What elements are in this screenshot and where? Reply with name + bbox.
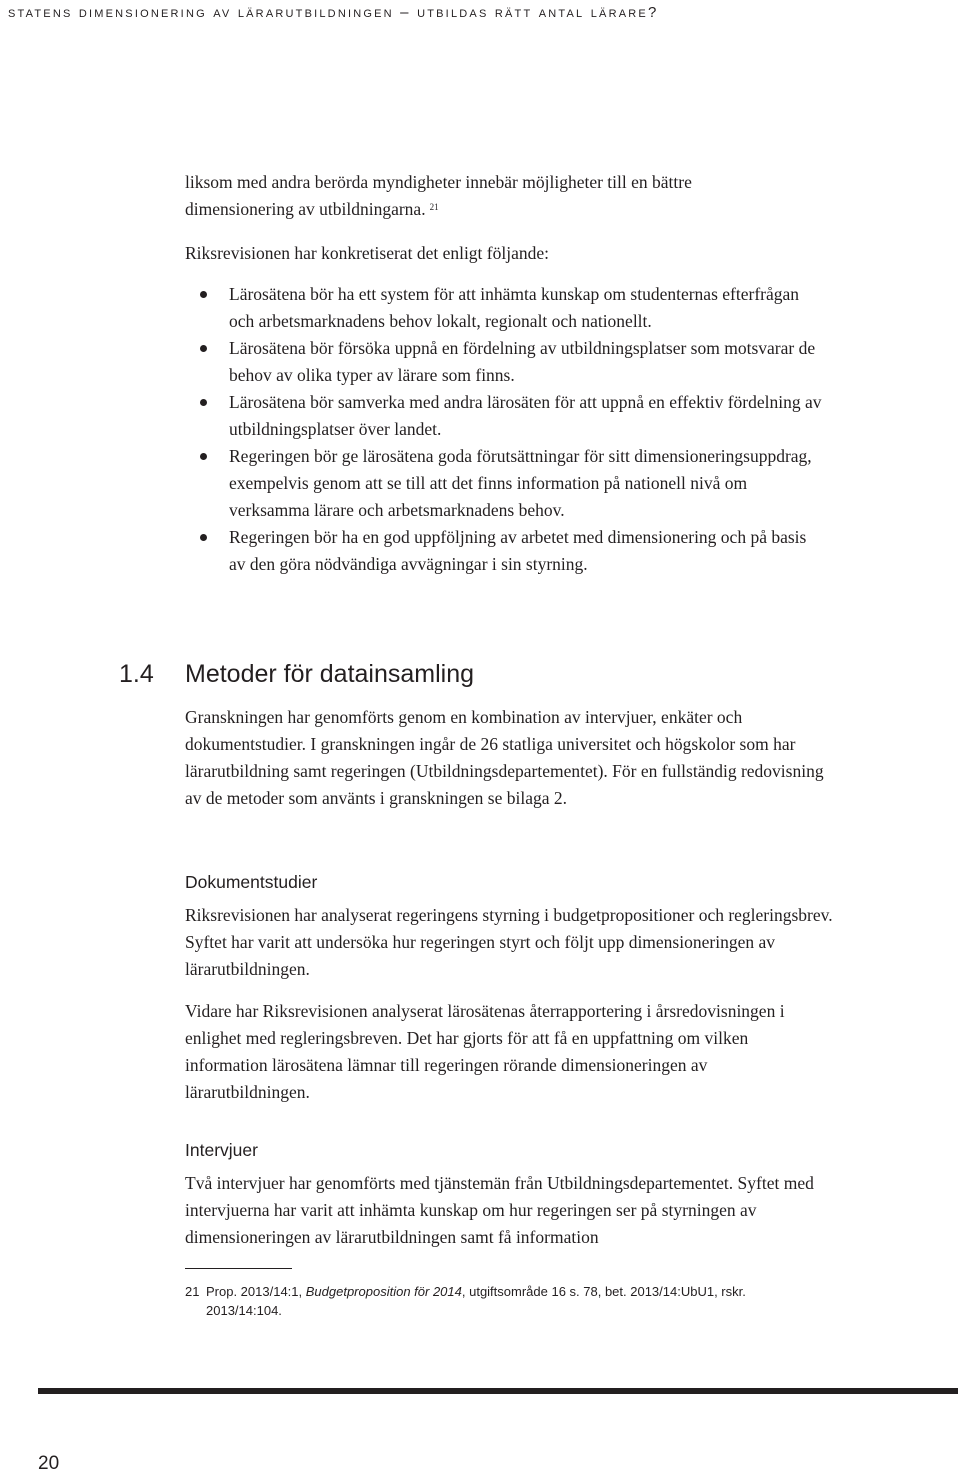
list-item-text: Lärosätena bör ha ett system för att inhämta kunskap om studenternas efterfrågan och arbetsmarknadens behov lokalt, regionalt och nationellt. bbox=[229, 284, 800, 331]
footnote-text bbox=[206, 1282, 805, 1320]
footnote-title: Budgetproposition för 2014 bbox=[305, 1284, 462, 1299]
page-number: 20 bbox=[38, 1453, 60, 1474]
list-item bbox=[185, 443, 825, 524]
intervjuer-text: Två intervjuer har genomförts med tjänstemän från Utbildningsdepartementet. Syftet med intervjuerna har varit att inhämta kunskap om hur regeringen ser på styrningen av dimensioneringen av lärarutbildningen samt få information bbox=[185, 1173, 814, 1247]
list-item bbox=[185, 281, 825, 335]
intervjuer-heading: Intervjuer bbox=[185, 1140, 258, 1160]
intro-line-1: liksom med andra berörda myndigheter innebär möjligheter till en bättre bbox=[185, 172, 692, 192]
dokumentstudier-heading: Dokumentstudier bbox=[185, 872, 318, 892]
bullet-list bbox=[185, 281, 825, 578]
footnote-text-end: , utgiftsområde 16 s. 78, bet. 2013/14:UbU1, rskr. 2013/14:104. bbox=[206, 1284, 746, 1318]
list-item-text: Regeringen bör ha en god uppföljning av arbetet med dimensionering och på basis av den göra nödvändiga avvägningar i sin styrning. bbox=[229, 527, 807, 574]
lead-text: Riksrevisionen har konkretiserat det enligt följande: bbox=[185, 243, 549, 263]
footnote-divider bbox=[185, 1268, 292, 1269]
dokumentstudier-text-1: Riksrevisionen har analyserat regeringens styrning i budgetpropositioner och regleringsbrev. Syftet har varit att undersöka hur regeringen styrt och följt upp dimensioneringen av lärarutbildningen. bbox=[185, 905, 833, 979]
methods-paragraph bbox=[185, 704, 825, 812]
footer-rule bbox=[38, 1388, 958, 1394]
footnote-number: 21 bbox=[185, 1284, 200, 1299]
dokumentstudier-paragraph-1 bbox=[185, 902, 835, 983]
intro-line-2: dimensionering av utbildningarna. bbox=[185, 199, 426, 219]
intervjuer-paragraph bbox=[185, 1170, 845, 1251]
footnote-text-start: Prop. 2013/14:1, bbox=[206, 1284, 306, 1299]
dokumentstudier-paragraph-2 bbox=[185, 998, 825, 1106]
methods-text: Granskningen har genomförts genom en kombination av intervjuer, enkäter och dokumentstudier. I granskningen ingår de 26 statliga universitet och högskolor som har lärarutbildning samt regeringen (Utbildningsdepartementet). För en fullständig redovisning av de metoder som använts i granskningen se bilaga 2. bbox=[185, 707, 824, 808]
running-head: statens dimensionering av lärarutbildningen – utbildas rätt antal lärare? bbox=[8, 4, 659, 21]
list-item-text: Lärosätena bör samverka med andra lärosäten för att uppnå en effektiv fördelning av utbildningsplatser över landet. bbox=[229, 392, 822, 439]
lead-paragraph bbox=[185, 240, 845, 267]
list-item-text: Lärosätena bör försöka uppnå en fördelning av utbildningsplatser som motsvarar de behov av olika typer av lärare som finns. bbox=[229, 338, 816, 385]
dokumentstudier-text-2: Vidare har Riksrevisionen analyserat lärosätenas återrapportering i årsredovisningen i enlighet med regleringsbreven. Det har gjorts för att få en uppfattning om vilken information lärosätena lämnar till regeringen rörande dimensioneringen av lärarutbildningen. bbox=[185, 1001, 785, 1102]
bullet-icon bbox=[200, 291, 207, 298]
bullet-icon bbox=[200, 345, 207, 352]
footnote-reference[interactable]: 21 bbox=[429, 202, 439, 212]
intro-paragraph bbox=[185, 169, 845, 223]
bullet-icon bbox=[200, 453, 207, 460]
section-number: 1.4 bbox=[119, 660, 154, 688]
bullet-icon bbox=[200, 534, 207, 541]
list-item bbox=[185, 524, 825, 578]
list-item bbox=[185, 389, 825, 443]
list-item-text: Regeringen bör ge lärosätena goda förutsättningar för sitt dimensioneringsuppdrag, exempelvis genom att se till att det finns information på nationell nivå om verksamma lärare och arbetsmarknadens behov. bbox=[229, 446, 812, 520]
list-item bbox=[185, 335, 825, 389]
footnote bbox=[185, 1282, 805, 1320]
bullet-icon bbox=[200, 399, 207, 406]
section-title: Metoder för datainsamling bbox=[185, 660, 475, 688]
